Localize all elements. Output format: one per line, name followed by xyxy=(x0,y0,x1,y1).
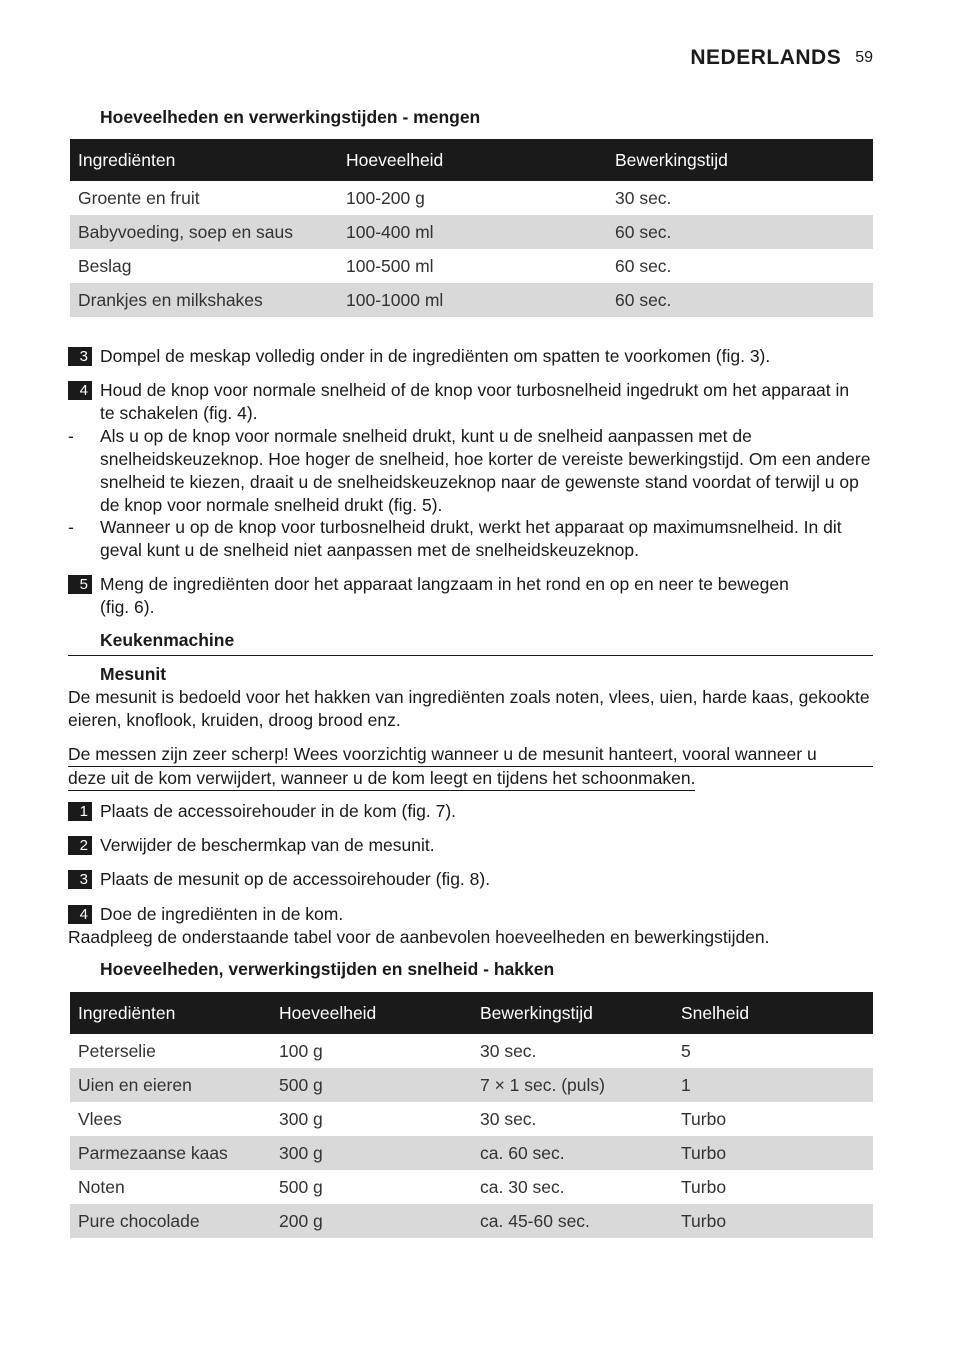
table-row xyxy=(70,1204,873,1238)
table-cell: 60 sec. xyxy=(615,255,672,276)
table-header-cell: Hoeveelheid xyxy=(271,992,472,1034)
table-row xyxy=(70,1068,873,1102)
table-header-row xyxy=(70,992,873,1034)
page-header xyxy=(68,46,873,76)
reference-note: Raadpleeg de onderstaande tabel voor de aanbevolen hoeveelheden en bewerkingstijden. xyxy=(68,927,770,947)
warning-line: De messen zijn zeer scherp! Wees voorzichtig wanneer u de mesunit hanteert, vooral wanneer u xyxy=(68,743,873,767)
step-number: 3 xyxy=(68,870,92,889)
table-cell: 100-200 g xyxy=(346,187,425,208)
table-cell: Turbo xyxy=(673,1136,873,1170)
warning-line: deze uit de kom verwijdert, wanneer u de kom leegt en tijdens het schoonmaken. xyxy=(68,767,695,791)
table-cell: 60 sec. xyxy=(607,215,873,249)
language-label: NEDERLANDS xyxy=(690,46,842,69)
table-header-cell: Bewerkingstijd xyxy=(472,992,673,1034)
table-cell: Turbo xyxy=(673,1204,873,1238)
table-cell: 30 sec. xyxy=(615,187,672,208)
table-cell: 500 g xyxy=(279,1176,323,1197)
table-cell: Vlees xyxy=(78,1108,122,1129)
step-number: 5 xyxy=(68,575,92,594)
table-row xyxy=(70,1136,873,1170)
step-item xyxy=(68,800,873,823)
table-cell: 30 sec. xyxy=(480,1040,537,1061)
section-divider xyxy=(68,655,873,656)
table-cell: Turbo xyxy=(681,1108,727,1129)
table-cell: Parmezaanse kaas xyxy=(70,1136,271,1170)
blade-unit-intro: De mesunit is bedoeld voor het hakken van ingrediënten zoals noten, vlees, uien, harde kaas, gekookte eieren, knoflook, kruiden, droog brood enz. xyxy=(68,687,870,730)
table-header-cell: Snelheid xyxy=(673,992,873,1034)
table-cell: Uien en eieren xyxy=(70,1068,271,1102)
table-cell: 7 × 1 sec. (puls) xyxy=(472,1068,673,1102)
table-cell: Pure chocolade xyxy=(70,1204,271,1238)
table-cell: 100-400 ml xyxy=(338,215,607,249)
table-row xyxy=(70,1170,873,1204)
step-item xyxy=(68,834,873,857)
bullet-dash: - xyxy=(68,517,74,537)
table-header-cell: Ingrediënten xyxy=(70,992,271,1034)
section-title-food-processor: Keukenmachine xyxy=(100,630,235,650)
step-number: 1 xyxy=(68,802,92,821)
page-number: 59 xyxy=(855,49,873,66)
step-text: Meng de ingrediënten door het apparaat langzaam in het rond en op en neer te bewegen (fig. 6). xyxy=(100,574,789,617)
step-text: Verwijder de beschermkap van de mesunit. xyxy=(100,835,435,855)
table-cell: Turbo xyxy=(681,1176,727,1197)
table-cell: 100-1000 ml xyxy=(338,283,607,317)
bullet-item xyxy=(68,516,873,562)
step-number: 3 xyxy=(68,347,92,366)
step-text: Plaats de accessoirehouder in de kom (fig. 7). xyxy=(100,801,457,821)
table-cell: 1 xyxy=(673,1068,873,1102)
step-item xyxy=(68,868,873,891)
step-number: 4 xyxy=(68,381,92,400)
step-item xyxy=(68,345,873,368)
table-header-cell: Ingrediënten xyxy=(70,139,338,181)
table-row xyxy=(70,1102,873,1136)
step-text: Houd de knop voor normale snelheid of de knop voor turbosnelheid ingedrukt om het apparaat in te schakelen (fig. 4). xyxy=(100,380,850,423)
table-header-cell: Hoeveelheid xyxy=(338,139,607,181)
mixing-table xyxy=(70,139,873,317)
table-cell: Babyvoeding, soep en saus xyxy=(70,215,338,249)
chopping-table xyxy=(70,992,873,1238)
step-number: 2 xyxy=(68,836,92,855)
subsection-title-blade-unit: Mesunit xyxy=(100,664,167,684)
bullet-text: Als u op de knop voor normale snelheid drukt, kunt u de snelheid aanpassen met de snelheidskeuzeknop. Hoe hoger de snelheid, hoe korter de vereiste bewerkingstijd. Om een andere snelheid te kiezen, draait u de snelheidskeuzeknop naar de gewenste stand voordat of terwijl u op de knop voor normale snelheid drukt (fig. 5). xyxy=(100,426,871,515)
table-cell: Peterselie xyxy=(78,1040,156,1061)
table-header-cell: Bewerkingstijd xyxy=(607,139,873,181)
table-row xyxy=(70,181,873,215)
bullet-item xyxy=(68,425,873,517)
table-cell: 5 xyxy=(681,1040,691,1061)
table-cell: Noten xyxy=(78,1176,125,1197)
step-text: Dompel de meskap volledig onder in de ingrediënten om spatten te voorkomen (fig. 3). xyxy=(100,346,771,366)
step-number: 4 xyxy=(68,905,92,924)
table-cell: 500 g xyxy=(271,1068,472,1102)
table-cell: ca. 30 sec. xyxy=(480,1176,565,1197)
table-row xyxy=(70,215,873,249)
table-header-row xyxy=(70,139,873,181)
table-cell: ca. 45-60 sec. xyxy=(472,1204,673,1238)
step-text: Plaats de mesunit op de accessoirehouder (fig. 8). xyxy=(100,869,491,889)
bullet-dash: - xyxy=(68,426,74,446)
table-cell: 30 sec. xyxy=(480,1108,537,1129)
table-row xyxy=(70,1034,873,1068)
table-cell: Beslag xyxy=(78,255,132,276)
blade-warning xyxy=(68,743,873,791)
table-row xyxy=(70,249,873,283)
section-title-mixing: Hoeveelheden en verwerkingstijden - mengen xyxy=(100,107,481,127)
step-item xyxy=(68,573,873,619)
bullet-text: Wanneer u op de knop voor turbosnelheid drukt, werkt het apparaat op maximumsnelheid. In dit geval kunt u de snelheid niet aanpassen met de snelheidskeuzeknop. xyxy=(100,517,842,560)
table-cell: Drankjes en milkshakes xyxy=(70,283,338,317)
table-cell: 100 g xyxy=(279,1040,323,1061)
section-title-chopping: Hoeveelheden, verwerkingstijden en snelheid - hakken xyxy=(100,959,555,979)
table-cell: Groente en fruit xyxy=(78,187,200,208)
table-cell: 300 g xyxy=(279,1108,323,1129)
table-cell: ca. 60 sec. xyxy=(472,1136,673,1170)
step-item xyxy=(68,379,873,425)
table-cell: 200 g xyxy=(271,1204,472,1238)
table-cell: 60 sec. xyxy=(607,283,873,317)
step-text: Doe de ingrediënten in de kom. xyxy=(100,904,344,924)
table-cell: 300 g xyxy=(271,1136,472,1170)
table-cell: 100-500 ml xyxy=(346,255,434,276)
table-row xyxy=(70,283,873,317)
step-item xyxy=(68,903,873,926)
